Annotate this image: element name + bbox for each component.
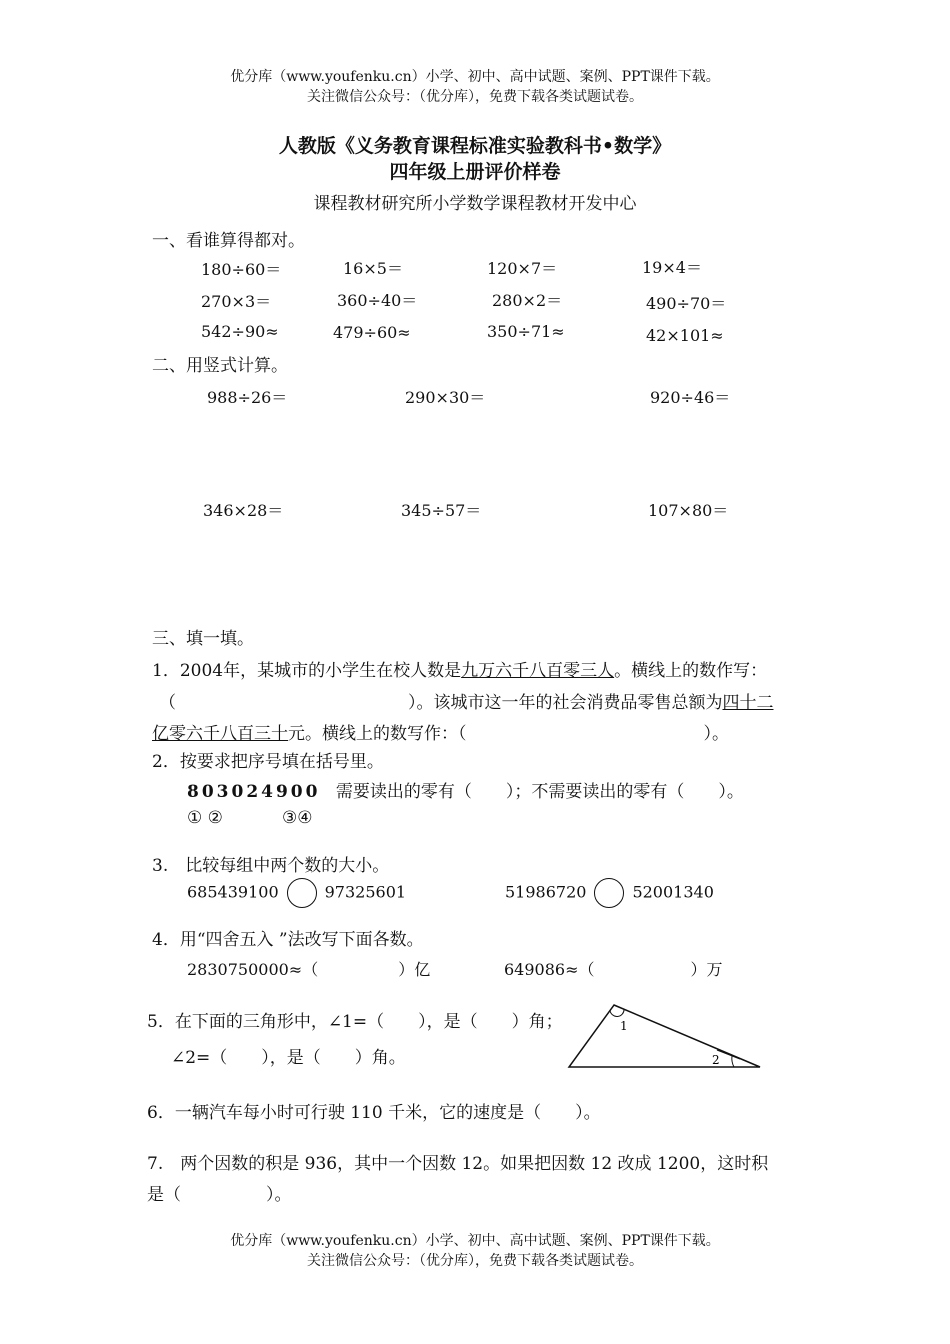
calc-item: 350÷71≈	[487, 322, 565, 341]
calc-item: 120×7＝	[487, 259, 558, 278]
calc-item: 180÷60＝	[201, 260, 282, 279]
calc-item: 479÷60≈	[333, 323, 411, 342]
calc-item: 19×4＝	[642, 258, 702, 277]
calc-item: 360÷40＝	[337, 291, 418, 310]
q3-compare-b	[505, 878, 714, 908]
q4-item-b: 649086≈（ ）万	[504, 960, 723, 979]
q1-underlined-number-2a: 四十二	[722, 693, 774, 713]
q3-compare-a	[187, 878, 406, 908]
document-title: 人教版《义务教育课程标准实验教科书•数学》	[278, 135, 672, 157]
document-subtitle-grade: 四年级上册评价样卷	[389, 161, 561, 183]
calc-item: 42×101≈	[646, 326, 724, 345]
q1-line-3	[152, 719, 729, 744]
q3-a2: 97325601	[324, 882, 407, 902]
q1-text-d: （	[159, 693, 176, 713]
header-line-1: 优分库（www.youfenku.cn）小学、初中、高中试题、案例、PPT课件下载。	[230, 69, 720, 85]
q7-line-1: 7. 两个因数的积是 936，其中一个因数 12。如果把因数 12 改成 1200，这时积	[147, 1154, 769, 1174]
q5-line-1: 5．在下面的三角形中，∠1=（ ），是（ ）角；	[147, 1012, 563, 1032]
q1-text-e: ）。该城市这一年的社会消费品零售总额为	[408, 693, 723, 713]
q1-text-h: 元。横线上的数写作：（	[288, 724, 467, 744]
calc-item: 280×2＝	[492, 291, 563, 310]
footer-line-2: 关注微信公众号：（优分库），免费下载各类试题试卷。	[307, 1253, 643, 1269]
vertical-calc-item: 920÷46＝	[650, 388, 731, 407]
q4-item-a: 2830750000≈（ ）亿	[187, 960, 431, 979]
q2-digits: 803024900	[187, 782, 321, 802]
vertical-calc-item: 107×80＝	[648, 501, 729, 520]
calc-item: 16×5＝	[343, 259, 403, 278]
q2-text: 2．按要求把序号填在括号里。	[152, 752, 384, 772]
q3-b2: 52001340	[632, 882, 714, 902]
q1-text-a: 1．2004年，某城市的小学生在校人数是	[152, 661, 462, 681]
q2-mark-left: ① ②	[187, 808, 223, 828]
section-3-heading: 三、填一填。	[152, 629, 254, 649]
angle-2-tick	[717, 1050, 740, 1059]
q7-line-2: 是（ ）。	[147, 1185, 292, 1205]
q1-text-c: 。横线上的数作写：	[614, 661, 768, 681]
footer-line-1: 优分库（www.youfenku.cn）小学、初中、高中试题、案例、PPT课件下载。	[230, 1233, 720, 1249]
q5-line-2: ∠2=（ ），是（ ）角。	[171, 1048, 406, 1068]
q3-b1: 51986720	[505, 882, 587, 902]
section-2-heading: 二、用竖式计算。	[152, 356, 288, 376]
calc-item: 270×3＝	[201, 292, 272, 311]
compare-circle[interactable]	[594, 878, 624, 908]
vertical-calc-item: 988÷26＝	[207, 388, 288, 407]
q3-text: 3. 比较每组中两个数的大小。	[152, 856, 390, 876]
compare-circle[interactable]	[287, 878, 317, 908]
q4-text: 4．用“四舍五入 ”法改写下面各数。	[152, 930, 424, 950]
q1-underlined-number-2b: 亿零六千八百三十	[152, 724, 288, 744]
header-line-2: 关注微信公众号：（优分库），免费下载各类试题试卷。	[307, 89, 643, 105]
triangle-diagram	[560, 998, 770, 1074]
q1-underlined-number-1: 九万六千八百零三人	[461, 661, 615, 681]
calc-item: 542÷90≈	[201, 322, 279, 341]
q1-line-1	[152, 656, 767, 681]
q2-need-text: 需要读出的零有（ ）；不需要读出的零有（ ）。	[335, 782, 744, 802]
q1-text-i: ）。	[703, 724, 729, 744]
q2-mark-right: ③④	[282, 808, 313, 828]
vertical-calc-item: 346×28＝	[203, 501, 284, 520]
q6-text: 6．一辆汽车每小时可行驶 110 千米，它的速度是（ ）。	[147, 1103, 601, 1123]
section-1-heading: 一、看谁算得都对。	[152, 231, 305, 251]
q1-line-2	[159, 688, 774, 713]
vertical-calc-item: 345÷57＝	[401, 501, 482, 520]
q3-a1: 685439100	[187, 882, 279, 902]
calc-item: 490÷70＝	[646, 294, 727, 313]
q2-line	[187, 777, 744, 802]
angle-2-label: 2	[712, 1053, 720, 1067]
document-author: 课程教材研究所小学数学课程教材开发中心	[313, 194, 637, 214]
angle-1-label: 1	[620, 1019, 628, 1033]
vertical-calc-item: 290×30＝	[405, 388, 486, 407]
angle-2-arc	[732, 1056, 734, 1067]
angle-1-arc	[610, 1009, 624, 1017]
